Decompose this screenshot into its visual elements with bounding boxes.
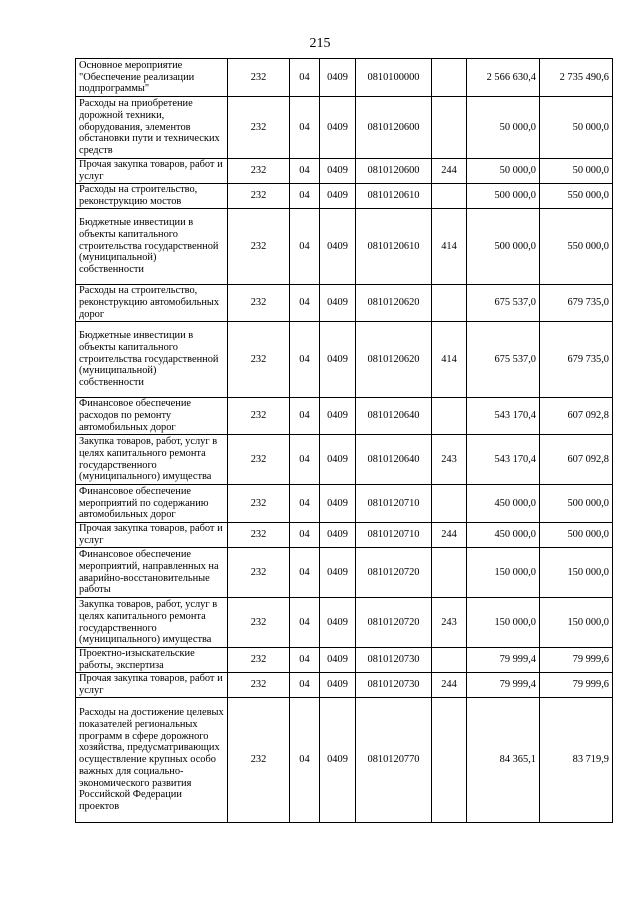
grbs-code: 232 bbox=[228, 548, 290, 598]
section-code: 04 bbox=[290, 184, 320, 209]
target-article-code: 0810120620 bbox=[356, 285, 432, 322]
grbs-code: 232 bbox=[228, 648, 290, 673]
row-name: Расходы на приобретение дорожной техники, оборудования, элементов обстановки пути и технических средств bbox=[76, 97, 228, 159]
subsection-code: 0409 bbox=[320, 97, 356, 159]
amount-2: 79 999,6 bbox=[540, 673, 613, 698]
expense-type-code bbox=[432, 485, 467, 523]
section-code: 04 bbox=[290, 523, 320, 548]
row-name: Прочая закупка товаров, работ и услуг bbox=[76, 523, 228, 548]
amount-1: 500 000,0 bbox=[467, 184, 540, 209]
amount-2: 50 000,0 bbox=[540, 97, 613, 159]
expense-type-code: 244 bbox=[432, 523, 467, 548]
row-name: Закупка товаров, работ, услуг в целях капитального ремонта государственного (муниципального) имущества bbox=[76, 435, 228, 485]
subsection-code: 0409 bbox=[320, 285, 356, 322]
subsection-code: 0409 bbox=[320, 698, 356, 823]
target-article-code: 0810120720 bbox=[356, 548, 432, 598]
amount-1: 2 566 630,4 bbox=[467, 59, 540, 97]
expense-type-code bbox=[432, 648, 467, 673]
table-row bbox=[76, 184, 613, 209]
expense-type-code: 243 bbox=[432, 598, 467, 648]
target-article-code: 0810120710 bbox=[356, 485, 432, 523]
expense-type-code: 244 bbox=[432, 673, 467, 698]
amount-2: 2 735 490,6 bbox=[540, 59, 613, 97]
amount-1: 79 999,4 bbox=[467, 648, 540, 673]
section-code: 04 bbox=[290, 59, 320, 97]
amount-2: 500 000,0 bbox=[540, 485, 613, 523]
expense-type-code bbox=[432, 285, 467, 322]
row-name: Закупка товаров, работ, услуг в целях капитального ремонта государственного (муниципального) имущества bbox=[76, 598, 228, 648]
section-code: 04 bbox=[290, 698, 320, 823]
subsection-code: 0409 bbox=[320, 523, 356, 548]
section-code: 04 bbox=[290, 598, 320, 648]
row-name: Расходы на строительство, реконструкцию автомобильных дорог bbox=[76, 285, 228, 322]
grbs-code: 232 bbox=[228, 159, 290, 184]
table-row bbox=[76, 59, 613, 97]
grbs-code: 232 bbox=[228, 59, 290, 97]
subsection-code: 0409 bbox=[320, 159, 356, 184]
section-code: 04 bbox=[290, 322, 320, 398]
target-article-code: 0810120610 bbox=[356, 184, 432, 209]
expense-type-code: 244 bbox=[432, 159, 467, 184]
subsection-code: 0409 bbox=[320, 598, 356, 648]
grbs-code: 232 bbox=[228, 435, 290, 485]
amount-2: 679 735,0 bbox=[540, 322, 613, 398]
amount-2: 550 000,0 bbox=[540, 184, 613, 209]
expense-type-code bbox=[432, 398, 467, 435]
row-name: Финансовое обеспечение мероприятий по содержанию автомобильных дорог bbox=[76, 485, 228, 523]
amount-1: 450 000,0 bbox=[467, 485, 540, 523]
target-article-code: 0810120730 bbox=[356, 673, 432, 698]
expense-type-code bbox=[432, 97, 467, 159]
amount-2: 79 999,6 bbox=[540, 648, 613, 673]
subsection-code: 0409 bbox=[320, 673, 356, 698]
table-row bbox=[76, 97, 613, 159]
table-row bbox=[76, 698, 613, 823]
section-code: 04 bbox=[290, 398, 320, 435]
target-article-code: 0810120620 bbox=[356, 322, 432, 398]
table-row bbox=[76, 548, 613, 598]
subsection-code: 0409 bbox=[320, 648, 356, 673]
expense-type-code bbox=[432, 184, 467, 209]
amount-1: 675 537,0 bbox=[467, 322, 540, 398]
grbs-code: 232 bbox=[228, 209, 290, 285]
subsection-code: 0409 bbox=[320, 548, 356, 598]
row-name: Проектно-изыскательские работы, экспертиза bbox=[76, 648, 228, 673]
table-row bbox=[76, 322, 613, 398]
table-row bbox=[76, 159, 613, 184]
table-row bbox=[76, 673, 613, 698]
amount-1: 543 170,4 bbox=[467, 398, 540, 435]
row-name: Бюджетные инвестиции в объекты капитального строительства государственной (муниципальной) собственности bbox=[76, 322, 228, 398]
target-article-code: 0810120610 bbox=[356, 209, 432, 285]
row-name: Бюджетные инвестиции в объекты капитального строительства государственной (муниципальной) собственности bbox=[76, 209, 228, 285]
section-code: 04 bbox=[290, 159, 320, 184]
grbs-code: 232 bbox=[228, 598, 290, 648]
target-article-code: 0810120640 bbox=[356, 398, 432, 435]
page-number: 215 bbox=[309, 36, 331, 51]
section-code: 04 bbox=[290, 673, 320, 698]
target-article-code: 0810120600 bbox=[356, 97, 432, 159]
grbs-code: 232 bbox=[228, 97, 290, 159]
target-article-code: 0810120770 bbox=[356, 698, 432, 823]
grbs-code: 232 bbox=[228, 285, 290, 322]
amount-1: 450 000,0 bbox=[467, 523, 540, 548]
expense-type-code: 243 bbox=[432, 435, 467, 485]
grbs-code: 232 bbox=[228, 485, 290, 523]
row-name: Расходы на строительство, реконструкцию мостов bbox=[76, 184, 228, 209]
row-name: Финансовое обеспечение расходов по ремонту автомобильных дорог bbox=[76, 398, 228, 435]
subsection-code: 0409 bbox=[320, 398, 356, 435]
expense-type-code bbox=[432, 698, 467, 823]
subsection-code: 0409 bbox=[320, 435, 356, 485]
amount-2: 500 000,0 bbox=[540, 523, 613, 548]
row-name: Расходы на достижение целевых показателей региональных программ в сфере дорожного хозяйства, предусматривающих осуществление крупных особо важных для социально-экономического развития Российской Федерации проектов bbox=[76, 698, 228, 823]
amount-2: 150 000,0 bbox=[540, 548, 613, 598]
table-row bbox=[76, 435, 613, 485]
expense-type-code: 414 bbox=[432, 322, 467, 398]
grbs-code: 232 bbox=[228, 698, 290, 823]
section-code: 04 bbox=[290, 485, 320, 523]
amount-2: 83 719,9 bbox=[540, 698, 613, 823]
section-code: 04 bbox=[290, 548, 320, 598]
amount-1: 675 537,0 bbox=[467, 285, 540, 322]
budget-table bbox=[75, 58, 613, 823]
expense-type-code: 414 bbox=[432, 209, 467, 285]
section-code: 04 bbox=[290, 435, 320, 485]
amount-1: 84 365,1 bbox=[467, 698, 540, 823]
amount-1: 543 170,4 bbox=[467, 435, 540, 485]
amount-1: 50 000,0 bbox=[467, 97, 540, 159]
grbs-code: 232 bbox=[228, 398, 290, 435]
amount-1: 150 000,0 bbox=[467, 548, 540, 598]
section-code: 04 bbox=[290, 209, 320, 285]
table-row bbox=[76, 398, 613, 435]
subsection-code: 0409 bbox=[320, 485, 356, 523]
grbs-code: 232 bbox=[228, 673, 290, 698]
section-code: 04 bbox=[290, 97, 320, 159]
row-name: Финансовое обеспечение мероприятий, направленных на аварийно-восстановительные работы bbox=[76, 548, 228, 598]
expense-type-code bbox=[432, 59, 467, 97]
expense-type-code bbox=[432, 548, 467, 598]
table-row bbox=[76, 648, 613, 673]
row-name: Прочая закупка товаров, работ и услуг bbox=[76, 159, 228, 184]
amount-2: 607 092,8 bbox=[540, 398, 613, 435]
grbs-code: 232 bbox=[228, 322, 290, 398]
amount-1: 500 000,0 bbox=[467, 209, 540, 285]
table-row bbox=[76, 523, 613, 548]
section-code: 04 bbox=[290, 648, 320, 673]
target-article-code: 0810100000 bbox=[356, 59, 432, 97]
section-code: 04 bbox=[290, 285, 320, 322]
table-row bbox=[76, 209, 613, 285]
target-article-code: 0810120640 bbox=[356, 435, 432, 485]
target-article-code: 0810120710 bbox=[356, 523, 432, 548]
target-article-code: 0810120730 bbox=[356, 648, 432, 673]
amount-2: 50 000,0 bbox=[540, 159, 613, 184]
subsection-code: 0409 bbox=[320, 322, 356, 398]
amount-1: 150 000,0 bbox=[467, 598, 540, 648]
amount-2: 150 000,0 bbox=[540, 598, 613, 648]
target-article-code: 0810120720 bbox=[356, 598, 432, 648]
grbs-code: 232 bbox=[228, 523, 290, 548]
subsection-code: 0409 bbox=[320, 59, 356, 97]
subsection-code: 0409 bbox=[320, 184, 356, 209]
amount-1: 79 999,4 bbox=[467, 673, 540, 698]
amount-2: 607 092,8 bbox=[540, 435, 613, 485]
table-row bbox=[76, 285, 613, 322]
amount-2: 550 000,0 bbox=[540, 209, 613, 285]
target-article-code: 0810120600 bbox=[356, 159, 432, 184]
amount-2: 679 735,0 bbox=[540, 285, 613, 322]
subsection-code: 0409 bbox=[320, 209, 356, 285]
amount-1: 50 000,0 bbox=[467, 159, 540, 184]
row-name: Основное мероприятие "Обеспечение реализации подпрограммы" bbox=[76, 59, 228, 97]
table-row bbox=[76, 485, 613, 523]
row-name: Прочая закупка товаров, работ и услуг bbox=[76, 673, 228, 698]
grbs-code: 232 bbox=[228, 184, 290, 209]
table-row bbox=[76, 598, 613, 648]
